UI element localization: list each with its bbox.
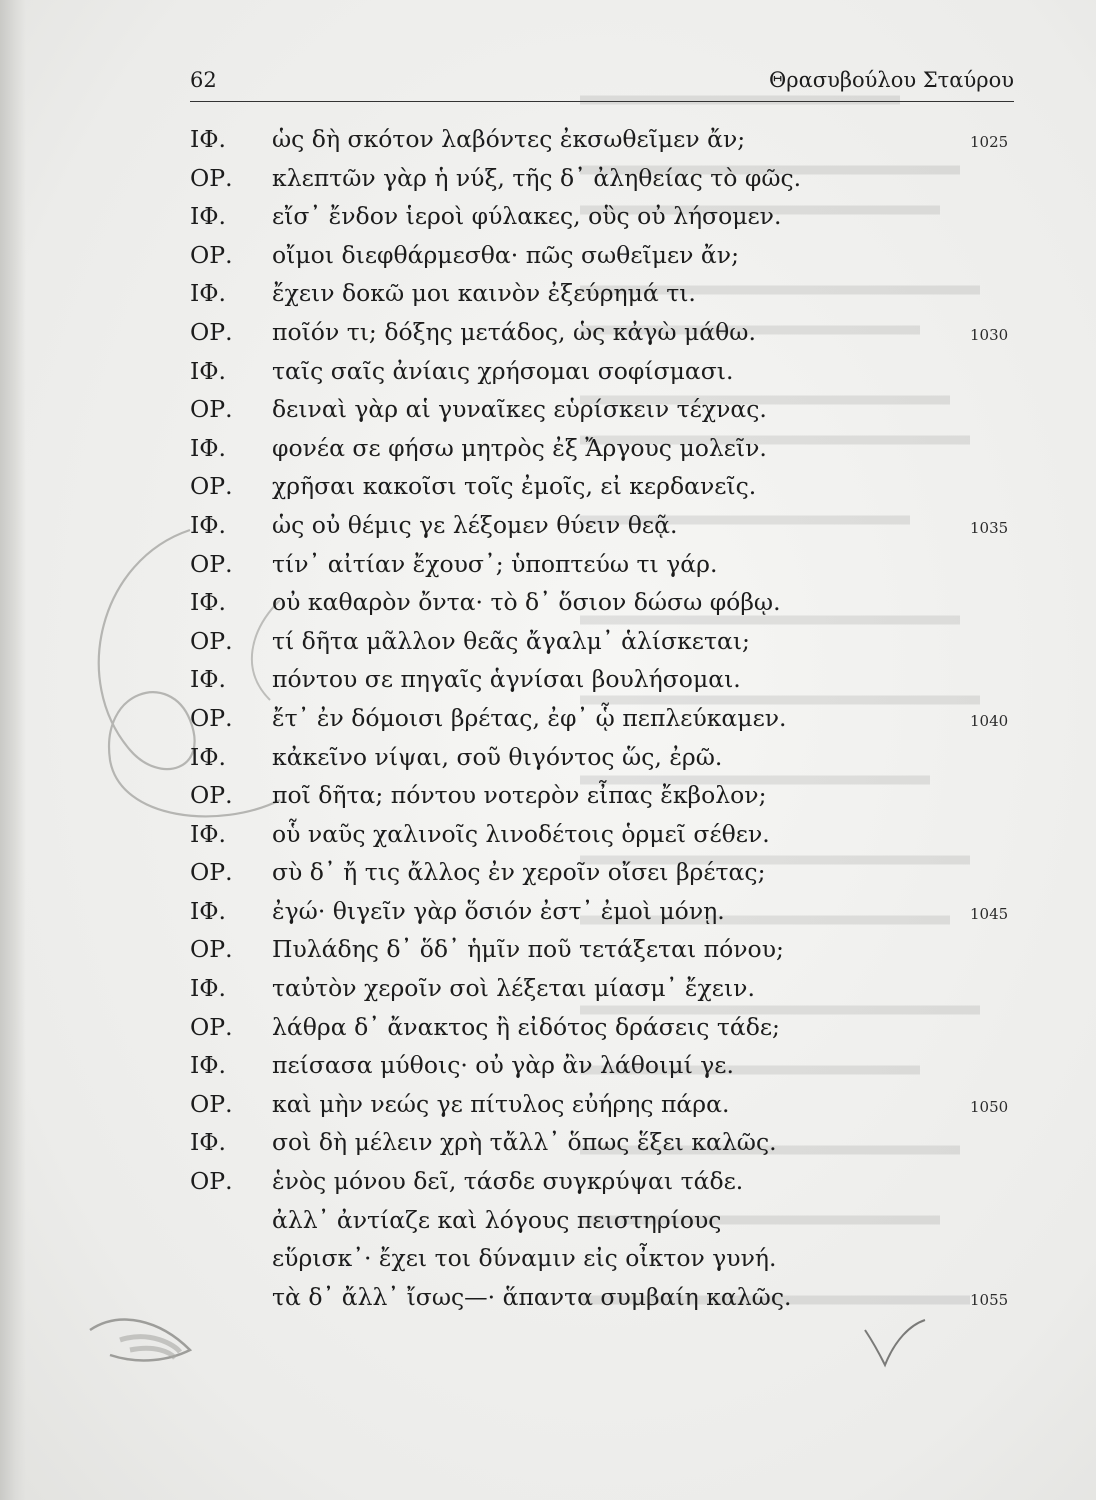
verse-line-text: κἀκεῖνο νίψαι, σοῦ θιγόντος ὥς, ἐρῶ. [272, 742, 723, 771]
speaker-label: ΟΡ. [190, 703, 233, 732]
verse-line-text: λάθρα δ᾽ ἄνακτος ἢ εἰδότος δράσεις τάδε; [272, 1012, 780, 1041]
verse-line-text: ἑνὸς μόνου δεῖ, τάσδε συγκρύψαι τάδε. [272, 1167, 744, 1196]
verse-line-text: Πυλάδης δ᾽ ὅδ᾽ ἡμῖν ποῦ τετάξεται πόνου; [272, 935, 784, 964]
speaker-label: ΟΡ. [190, 163, 233, 192]
line-number: 1045 [970, 904, 1009, 923]
line-number: 1025 [970, 133, 1009, 151]
verse-line-text: ἔχειν δοκῶ μοι καινὸν ἐξεύρημά τι. [272, 279, 696, 308]
speaker-label: ΙΦ. [190, 819, 227, 848]
verse-line-text: τὰ δ᾽ ἄλλ᾽ ἴσως—· ἅπαντα συμβαίη καλῶς. [272, 1282, 792, 1311]
verse-line [190, 738, 1050, 777]
verse-line [190, 120, 1050, 159]
verse-line-text: καὶ μὴν νεώς γε πίτυλος εὐήρης πάρα. [272, 1089, 730, 1118]
verse-line [190, 352, 1050, 391]
speaker-label: ΟΡ. [190, 1089, 233, 1118]
verse-line [190, 776, 1050, 815]
speaker-label: ΟΡ. [190, 781, 233, 810]
verse-line-text: οἴμοι διεφθάρμεσθα· πῶς σωθεῖμεν ἄν; [272, 240, 739, 269]
speaker-label: ΟΡ. [190, 858, 233, 887]
line-number: 1030 [970, 325, 1009, 344]
verse-line-text: σὺ δ᾽ ἤ τις ἄλλος ἐν χεροῖν οἴσει βρέτας; [272, 858, 766, 887]
line-number: 1035 [970, 518, 1009, 537]
verse-line [190, 1046, 1050, 1085]
verse-line [190, 429, 1050, 468]
page-number: 62 [190, 68, 217, 92]
line-number: 1050 [970, 1097, 1009, 1116]
speaker-label: ΙΦ. [190, 433, 227, 462]
speaker-label: ΙΦ. [190, 356, 227, 385]
speaker-label: ΙΦ. [190, 974, 227, 1003]
speaker-label: ΟΡ. [190, 1167, 233, 1196]
verse-line [190, 699, 1050, 738]
verse-line-text: ποῖ δῆτα; πόντου νοτερὸν εἶπας ἔκβολον; [272, 781, 767, 810]
speaker-label: ΙΦ. [190, 1128, 227, 1157]
verse-line [190, 583, 1050, 622]
speaker-label: ΙΦ. [190, 588, 227, 617]
speaker-label: ΙΦ. [190, 665, 227, 694]
verse-line-text: ἔτ᾽ ἐν δόμοισι βρέτας, ἐφ᾽ ᾧ πεπλεύκαμεν. [272, 703, 787, 732]
verse-text-block [190, 120, 1050, 1316]
verse-line [190, 853, 1050, 892]
verse-line [190, 1239, 1050, 1278]
verse-line-text: χρῆσαι κακοῖσι τοῖς ἐμοῖς, εἰ κερδανεῖς. [272, 472, 757, 501]
speaker-label: ΙΦ. [190, 279, 227, 308]
verse-line-text: πόντου σε πηγαῖς ἁγνίσαι βουλήσομαι. [272, 665, 741, 694]
verse-line-text: ὡς οὐ θέμις γε λέξομεν θύειν θεᾷ. [272, 510, 678, 539]
running-head: Θρασυβούλου Σταύρου [769, 68, 1014, 92]
verse-line-text: τίν᾽ αἰτίαν ἔχουσ᾽; ὑποπτεύω τι γάρ. [272, 549, 718, 578]
speaker-label: ΟΡ. [190, 317, 233, 346]
verse-line [190, 236, 1050, 275]
verse-line-text: οὗ ναῦς χαλινοῖς λινοδέτοις ὁρμεῖ σέθεν. [272, 819, 770, 848]
verse-line [190, 1123, 1050, 1162]
verse-line-text: τί δῆτα μᾶλλον θεᾶς ἄγαλμ᾽ ἁλίσκεται; [272, 626, 750, 655]
verse-line [190, 930, 1050, 969]
header-rule [190, 101, 1014, 102]
pencil-check-mark [860, 1310, 930, 1370]
speaker-label: ΟΡ. [190, 935, 233, 964]
verse-line [190, 815, 1050, 854]
speaker-label: ΟΡ. [190, 1012, 233, 1041]
speaker-label: ΙΦ. [190, 1051, 227, 1080]
verse-line [190, 159, 1050, 198]
speaker-label: ΙΦ. [190, 125, 227, 153]
verse-line [190, 1162, 1050, 1201]
verse-line [190, 197, 1050, 236]
verse-line [190, 969, 1050, 1008]
verse-line-text: εἴσ᾽ ἔνδον ἱεροὶ φύλακες, οὓς οὐ λήσομεν. [272, 202, 782, 231]
verse-line [190, 1008, 1050, 1047]
verse-line [190, 545, 1050, 584]
verse-line-text: ἀλλ᾽ ἀντίαζε καὶ λόγους πειστηρίους [272, 1205, 722, 1234]
line-number: 1040 [970, 711, 1009, 730]
speaker-label: ΟΡ. [190, 626, 233, 655]
verse-line [190, 506, 1050, 545]
verse-line [190, 1278, 1050, 1317]
verse-line [190, 390, 1050, 429]
speaker-label: ΙΦ. [190, 896, 227, 925]
verse-line [190, 1085, 1050, 1124]
verse-line-text: ἐγώ· θιγεῖν γὰρ ὅσιόν ἐστ᾽ ἐμοὶ μόνῃ. [272, 896, 725, 925]
speaker-label: ΟΡ. [190, 240, 233, 269]
speaker-label: ΙΦ. [190, 742, 227, 771]
verse-line [190, 892, 1050, 931]
verse-line-text: δειναὶ γὰρ αἱ γυναῖκες εὑρίσκειν τέχνας. [272, 395, 767, 424]
speaker-label: ΟΡ. [190, 472, 233, 501]
speaker-label: ΟΡ. [190, 395, 233, 424]
verse-line-text: ταὐτὸν χεροῖν σοὶ λέξεται μίασμ᾽ ἔχειν. [272, 974, 755, 1003]
page-header [190, 62, 1014, 98]
verse-line [190, 467, 1050, 506]
line-number: 1055 [970, 1290, 1009, 1309]
verse-line-text: εὕρισκ᾽· ἔχει τοι δύναμιν εἰς οἶκτον γυνή. [272, 1244, 777, 1273]
verse-line-text: ποῖόν τι; δόξης μετάδος, ὡς κἀγὼ μάθω. [272, 317, 756, 346]
verse-line [190, 622, 1050, 661]
verse-line-text: κλεπτῶν γὰρ ἡ νύξ, τῆς δ᾽ ἀληθείας τὸ φῶς. [272, 163, 802, 192]
verse-line-text: ταῖς σαῖς ἀνίαις χρήσομαι σοφίσμασι. [272, 356, 734, 385]
verse-line-text: σοὶ δὴ μέλειν χρὴ τἄλλ᾽ ὅπως ἕξει καλῶς. [272, 1128, 777, 1157]
speaker-label: ΙΦ. [190, 202, 227, 231]
page-edge-shadow [0, 0, 26, 1500]
verse-line [190, 1201, 1050, 1240]
verse-line-text: πείσασα μύθοις· οὐ γὰρ ἂν λάθοιμί γε. [272, 1051, 734, 1080]
verse-line-text: ὡς δὴ σκότον λαβόντες ἐκσωθεῖμεν ἄν; [272, 125, 746, 153]
speaker-label: ΟΡ. [190, 549, 233, 578]
verse-line-text: φονέα σε φήσω μητρὸς ἐξ Ἄργους μολεῖν. [272, 433, 767, 462]
verse-line [190, 313, 1050, 352]
speaker-label: ΙΦ. [190, 510, 227, 539]
verse-line [190, 274, 1050, 313]
verse-line-text: οὐ καθαρὸν ὄντα· τὸ δ᾽ ὅσιον δώσω φόβῳ. [272, 588, 781, 617]
verse-line [190, 660, 1050, 699]
